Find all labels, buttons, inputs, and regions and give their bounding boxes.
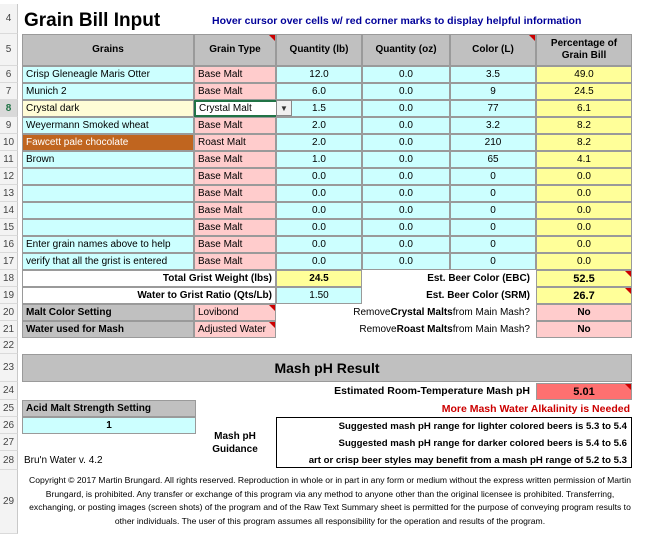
grain-row-1-pct: 49.0: [536, 66, 632, 83]
row-header-9[interactable]: 9: [0, 117, 18, 134]
ebc-value: 52.5: [536, 270, 632, 287]
row-header-15[interactable]: 15: [0, 219, 18, 236]
grain-row-1-type[interactable]: Base Malt: [194, 66, 276, 83]
header-grains: Grains: [22, 34, 194, 66]
page-title: Grain Bill Input: [24, 10, 161, 31]
row-header-12[interactable]: 12: [0, 168, 18, 185]
grain-row-3-type[interactable]: Crystal Malt: [194, 100, 278, 117]
row-header-6[interactable]: 6: [0, 66, 18, 83]
water-grist-ratio-label: Water to Grist Ratio (Qts/Lb): [22, 287, 276, 304]
row-header-25[interactable]: 25: [0, 400, 18, 417]
grain-row-1-lb[interactable]: 12.0: [276, 66, 362, 83]
grain-row-11-type[interactable]: Base Malt: [194, 236, 276, 253]
grain-row-5-type[interactable]: Roast Malt: [194, 134, 276, 151]
grain-row-5-oz[interactable]: 0.0: [362, 134, 450, 151]
grain-row-6-color[interactable]: 65: [450, 151, 536, 168]
remove-crystal-select[interactable]: No: [536, 304, 632, 321]
grain-row-2-lb[interactable]: 6.0: [276, 83, 362, 100]
header-color: Color (L): [450, 34, 536, 66]
row-header-19[interactable]: 19: [0, 287, 18, 304]
grain-row-5-pct: 8.2: [536, 134, 632, 151]
row-header-13[interactable]: 13: [0, 185, 18, 202]
grain-row-9-name[interactable]: [22, 202, 194, 219]
acid-malt-strength-label: Acid Malt Strength Setting: [22, 400, 196, 417]
srm-value: 26.7: [536, 287, 632, 304]
grain-row-4-name[interactable]: Weyermann Smoked wheat: [22, 117, 194, 134]
row-header-23[interactable]: 23: [0, 354, 18, 382]
grain-row-12-name[interactable]: verify that all the grist is entered: [22, 253, 194, 270]
grain-row-9-lb[interactable]: 0.0: [276, 202, 362, 219]
row-header-22[interactable]: 22: [0, 338, 18, 354]
guidance-line-3: art or crisp beer styles may benefit from a mash pH range of 5.2 to 5.3: [308, 455, 627, 466]
grain-row-8-name[interactable]: [22, 185, 194, 202]
chevron-down-icon: ▼: [280, 103, 288, 113]
water-used-select[interactable]: Adjusted Water: [194, 321, 276, 338]
hover-hint: Hover cursor over cells w/ red corner marks to display helpful information: [212, 15, 582, 27]
header-qty-oz: Quantity (oz): [362, 34, 450, 66]
remove-roast-bold: Roast Malts: [396, 324, 453, 335]
grain-row-11-lb[interactable]: 0.0: [276, 236, 362, 253]
grain-row-6-type[interactable]: Base Malt: [194, 151, 276, 168]
srm-label: Est. Beer Color (SRM): [426, 290, 530, 301]
total-grist-label: Total Grist Weight (lbs): [22, 270, 276, 287]
grain-row-8-pct: 0.0: [536, 185, 632, 202]
grain-row-1-oz[interactable]: 0.0: [362, 66, 450, 83]
grain-row-2-name[interactable]: Munich 2: [22, 83, 194, 100]
grain-row-2-oz[interactable]: 0.0: [362, 83, 450, 100]
ebc-label: Est. Beer Color (EBC): [427, 273, 530, 284]
guidance-line-2: Suggested mash pH range for darker colored beers is 5.4 to 5.6: [338, 438, 627, 449]
grain-row-9-pct: 0.0: [536, 202, 632, 219]
row-header-24[interactable]: 24: [0, 382, 18, 400]
remove-crystal-bold: Crystal Malts: [390, 307, 453, 318]
remove-roast-select[interactable]: No: [536, 321, 632, 338]
grain-row-12-oz[interactable]: 0.0: [362, 253, 450, 270]
header-percentage: Percentage of Grain Bill: [536, 34, 632, 66]
grain-row-4-oz[interactable]: 0.0: [362, 117, 450, 134]
grain-row-6-pct: 4.1: [536, 151, 632, 168]
mash-ph-estimate-label: Estimated Room-Temperature Mash pH: [334, 385, 530, 397]
row-header-8[interactable]: 8: [0, 100, 18, 117]
grain-row-2-color[interactable]: 9: [450, 83, 536, 100]
grain-row-3-pct: 6.1: [536, 100, 632, 117]
grain-row-3-lb[interactable]: 1.5: [276, 100, 362, 117]
grain-row-7-pct: 0.0: [536, 168, 632, 185]
grain-row-11-color[interactable]: 0: [450, 236, 536, 253]
grain-row-1-color[interactable]: 3.5: [450, 66, 536, 83]
grain-row-4-color[interactable]: 3.2: [450, 117, 536, 134]
grain-row-9-color[interactable]: 0: [450, 202, 536, 219]
grain-row-8-lb[interactable]: 0.0: [276, 185, 362, 202]
mash-ph-section-header: Mash pH Result: [22, 354, 632, 382]
grain-row-5-name[interactable]: Fawcett pale chocolate: [22, 134, 194, 151]
grain-row-6-name[interactable]: Brown: [22, 151, 194, 168]
remove-roast-label: [300, 321, 534, 338]
grain-row-10-lb[interactable]: 0.0: [276, 219, 362, 236]
mash-ph-guidance-box: [276, 417, 632, 468]
remove-roast-post: from Main Mash?: [452, 324, 530, 335]
grain-row-1-name[interactable]: Crisp Gleneagle Maris Otter: [22, 66, 194, 83]
grain-row-7-oz[interactable]: 0.0: [362, 168, 450, 185]
grain-row-11-oz[interactable]: 0.0: [362, 236, 450, 253]
copyright-text: Copyright © 2017 Martin Brungard. All rights reserved. Reproduction in whole or in part in any form or medium without the express written permission of Martin Brungard, is prohibited. Any transfer or exchange of this program via any method to anyone other than the original licensee is prohibited. Transferring, exchanging, or posting images (screen shots) of the program and of the Raw Text Summary sheet is permitted for the purpose of conveying program results to other individuals. The user of this program assumes all responsibility for the operation and results of the program.: [29, 475, 631, 526]
grain-row-4-pct: 8.2: [536, 117, 632, 134]
grain-row-12-type[interactable]: Base Malt: [194, 253, 276, 270]
remove-roast-pre: Remove: [359, 324, 397, 335]
acid-malt-strength-input[interactable]: 1: [22, 417, 196, 434]
malt-color-setting-label: Malt Color Setting: [22, 304, 194, 321]
grain-row-4-type[interactable]: Base Malt: [194, 117, 276, 134]
row-header-14[interactable]: 14: [0, 202, 18, 219]
grain-row-12-color[interactable]: 0: [450, 253, 536, 270]
row-header-29[interactable]: 29: [0, 470, 18, 534]
grain-row-10-color[interactable]: 0: [450, 219, 536, 236]
grain-row-5-lb[interactable]: 2.0: [276, 134, 362, 151]
row-header-7[interactable]: 7: [0, 83, 18, 100]
grain-row-11-name[interactable]: Enter grain names above to help: [22, 236, 194, 253]
water-grist-ratio-input[interactable]: 1.50: [276, 287, 362, 304]
grain-row-8-oz[interactable]: 0.0: [362, 185, 450, 202]
grain-row-12-pct: 0.0: [536, 253, 632, 270]
row-header-5[interactable]: 5: [0, 34, 18, 66]
row-header-28[interactable]: 28: [0, 451, 18, 470]
grain-row-3-name[interactable]: Crystal dark: [22, 100, 194, 117]
row-header-4[interactable]: 4: [0, 4, 18, 34]
version-label: Bru'n Water v. 4.2: [24, 455, 103, 466]
grain-row-6-oz[interactable]: 0.0: [362, 151, 450, 168]
grain-row-7-name[interactable]: [22, 168, 194, 185]
row-header-10[interactable]: 10: [0, 134, 18, 151]
grain-row-5-color[interactable]: 210: [450, 134, 536, 151]
water-used-label: Water used for Mash: [22, 321, 194, 338]
remove-crystal-post: from Main Mash?: [452, 307, 530, 318]
row-header-18[interactable]: 18: [0, 270, 18, 287]
remove-crystal-label: [300, 304, 534, 321]
grain-row-9-type[interactable]: Base Malt: [194, 202, 276, 219]
grain-row-4-lb[interactable]: 2.0: [276, 117, 362, 134]
grain-row-11-pct: 0.0: [536, 236, 632, 253]
guidance-line-1: Suggested mash pH range for lighter colored beers is 5.3 to 5.4: [338, 421, 627, 432]
header-qty-lb: Quantity (lb): [276, 34, 362, 66]
grain-row-9-oz[interactable]: 0.0: [362, 202, 450, 219]
grain-row-7-type[interactable]: Base Malt: [194, 168, 276, 185]
remove-crystal-pre: Remove: [353, 307, 391, 318]
row-header-26[interactable]: 26: [0, 417, 18, 434]
grain-row-10-type[interactable]: Base Malt: [194, 219, 276, 236]
row-header-21[interactable]: 21: [0, 321, 18, 338]
grain-row-12-lb[interactable]: 0.0: [276, 253, 362, 270]
grain-row-7-color[interactable]: 0: [450, 168, 536, 185]
grain-row-3-oz[interactable]: 0.0: [362, 100, 450, 117]
malt-color-setting-select[interactable]: Lovibond: [194, 304, 276, 321]
grain-row-8-color[interactable]: 0: [450, 185, 536, 202]
row-header-16[interactable]: 16: [0, 236, 18, 253]
mash-ph-guidance-label: Mash pH Guidance: [212, 431, 258, 455]
grain-row-8-type[interactable]: Base Malt: [194, 185, 276, 202]
mash-ph-estimate-value: 5.01: [536, 383, 632, 400]
grain-row-3-color[interactable]: 77: [450, 100, 536, 117]
row-header-27[interactable]: 27: [0, 434, 18, 451]
grain-row-2-type[interactable]: Base Malt: [194, 83, 276, 100]
grain-type-dropdown-button[interactable]: [276, 100, 292, 116]
alkalinity-warning: More Mash Water Alkalinity is Needed: [441, 402, 630, 415]
grain-row-7-lb[interactable]: 0.0: [276, 168, 362, 185]
grain-row-6-lb[interactable]: 1.0: [276, 151, 362, 168]
row-header-20[interactable]: 20: [0, 304, 18, 321]
grain-row-10-pct: 0.0: [536, 219, 632, 236]
grain-row-2-pct: 24.5: [536, 83, 632, 100]
grain-row-10-oz[interactable]: 0.0: [362, 219, 450, 236]
total-grist-value: 24.5: [276, 270, 362, 287]
grain-row-10-name[interactable]: [22, 219, 194, 236]
row-header-11[interactable]: 11: [0, 151, 18, 168]
row-header-17[interactable]: 17: [0, 253, 18, 270]
header-grain-type: Grain Type: [194, 34, 276, 66]
